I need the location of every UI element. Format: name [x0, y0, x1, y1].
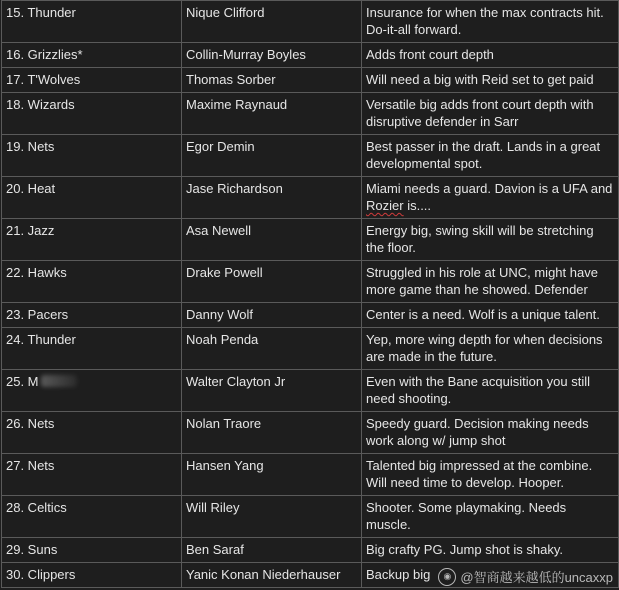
pick-cell: 29. Suns [2, 538, 182, 563]
note-cell: Even with the Bane acquisition you still need shooting. [362, 370, 619, 412]
note-cell: Speedy guard. Decision making needs work along w/ jump shot [362, 412, 619, 454]
note-text: Miami needs a guard. Davion is a UFA and [366, 181, 613, 196]
pick-cell: 20. Heat [2, 177, 182, 219]
player-cell: Yanic Konan Niederhauser [182, 563, 362, 588]
watermark [438, 567, 613, 586]
note-cell: Struggled in his role at UNC, might have more game than he showed. Defender [362, 261, 619, 303]
note-cell: Yep, more wing depth for when decisions are made in the future. [362, 328, 619, 370]
player-cell: Jase Richardson [182, 177, 362, 219]
player-cell: Will Riley [182, 496, 362, 538]
note-cell: Adds front court depth [362, 43, 619, 68]
table-row [2, 454, 619, 496]
player-cell: Ben Saraf [182, 538, 362, 563]
pick-cell: 22. Hawks [2, 261, 182, 303]
pick-cell: 27. Nets [2, 454, 182, 496]
table-row [2, 538, 619, 563]
draft-table [1, 0, 619, 588]
spellcheck-word: Rozier [366, 198, 404, 213]
table-row [2, 328, 619, 370]
table-row [2, 261, 619, 303]
table-row [2, 370, 619, 412]
pick-cell: 28. Celtics [2, 496, 182, 538]
pick-cell: 17. T'Wolves [2, 68, 182, 93]
table-row [2, 177, 619, 219]
note-cell [362, 177, 619, 219]
pick-cell: 26. Nets [2, 412, 182, 454]
table-row [2, 43, 619, 68]
note-cell: Energy big, swing skill will be stretching the floor. [362, 219, 619, 261]
player-cell: Nolan Traore [182, 412, 362, 454]
table-row [2, 135, 619, 177]
pick-cell: 21. Jazz [2, 219, 182, 261]
note-cell: Best passer in the draft. Lands in a great developmental spot. [362, 135, 619, 177]
watermark-text: @智商越来越低的uncaxxp [460, 570, 613, 585]
table-row [2, 412, 619, 454]
table-row [2, 496, 619, 538]
table-row [2, 219, 619, 261]
pick-cell: 23. Pacers [2, 303, 182, 328]
note-cell: Versatile big adds front court depth with disruptive defender in Sarr [362, 93, 619, 135]
note-cell: Big crafty PG. Jump shot is shaky. [362, 538, 619, 563]
redaction-blur [41, 375, 77, 387]
player-cell: Drake Powell [182, 261, 362, 303]
note-cell: Will need a big with Reid set to get paid [362, 68, 619, 93]
pick-cell: 24. Thunder [2, 328, 182, 370]
note-cell: Shooter. Some playmaking. Needs muscle. [362, 496, 619, 538]
pick-cell: 30. Clippers [2, 563, 182, 588]
note-cell: Center is a need. Wolf is a unique talent. [362, 303, 619, 328]
note-cell: Backup big [362, 563, 619, 588]
pick-cell: 16. Grizzlies* [2, 43, 182, 68]
table-row [2, 68, 619, 93]
player-cell: Egor Demin [182, 135, 362, 177]
note-cell: Talented big impressed at the combine. Will need time to develop. Hooper. [362, 454, 619, 496]
table-row [2, 303, 619, 328]
player-cell: Nique Clifford [182, 1, 362, 43]
player-cell: Collin-Murray Boyles [182, 43, 362, 68]
player-cell: Danny Wolf [182, 303, 362, 328]
pick-cell [2, 370, 182, 412]
player-cell: Hansen Yang [182, 454, 362, 496]
pick-cell: 15. Thunder [2, 1, 182, 43]
table-row [2, 93, 619, 135]
note-text: is.... [403, 198, 432, 213]
table-row [2, 1, 619, 43]
weibo-icon: ◉ [438, 568, 456, 586]
pick-cell: 18. Wizards [2, 93, 182, 135]
player-cell: Thomas Sorber [182, 68, 362, 93]
player-cell: Walter Clayton Jr [182, 370, 362, 412]
player-cell: Asa Newell [182, 219, 362, 261]
pick-cell: 19. Nets [2, 135, 182, 177]
pick-text: 25. M [6, 374, 39, 389]
note-cell: Insurance for when the max contracts hit. Do-it-all forward. [362, 1, 619, 43]
player-cell: Noah Penda [182, 328, 362, 370]
player-cell: Maxime Raynaud [182, 93, 362, 135]
